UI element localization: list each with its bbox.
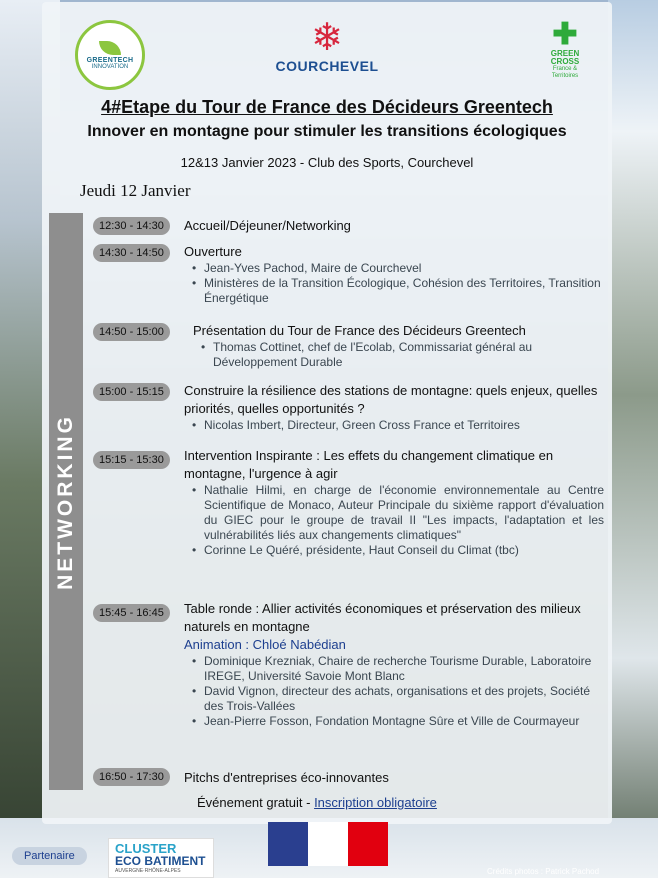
speaker-item: • Jean-Yves Pachod, Maire de Courchevel	[184, 261, 604, 276]
speaker-item: • Jean-Pierre Fosson, Fondation Montagne Sûre et Ville de Courmayeur	[184, 714, 604, 729]
day-heading: Jeudi 12 Janvier	[80, 181, 191, 200]
greentech-innovation-logo	[75, 20, 145, 90]
partner-badge: Partenaire	[12, 847, 87, 865]
agenda-item-block	[193, 322, 603, 370]
cross-icon: ✚	[552, 18, 578, 51]
time-badge: 16:50 - 17:30	[93, 768, 170, 786]
time-badge: 15:45 - 16:45	[93, 604, 170, 622]
cluster-logo-line3: AUVERGNE·RHÔNE-ALPES	[115, 868, 181, 874]
speaker-list	[193, 340, 603, 370]
speaker-item: • Ministères de la Transition Écologique, Cohésion des Territoires, Transition Énergétique	[184, 276, 604, 306]
speaker-item: • Dominique Krezniak, Chaire de recherche Tourisme Durable, Laboratoire IREGE, Université Savoie Mont Blanc	[184, 654, 604, 684]
time-badge: 15:15 - 15:30	[93, 451, 170, 469]
courchevel-logo	[272, 18, 382, 74]
agenda-item-block	[184, 600, 604, 729]
cluster-logo-line2: ECO BATIMENT	[115, 854, 206, 868]
networking-label: NETWORKING	[54, 413, 78, 590]
free-event-text: Événement gratuit -	[197, 795, 315, 810]
cluster-logo-line1: CLUSTER	[115, 841, 177, 856]
leaf-icon	[99, 41, 121, 55]
time-badge: 14:50 - 15:00	[93, 323, 170, 341]
snowflake-icon: ❄	[311, 17, 343, 59]
registration-link[interactable]: Inscription obligatoire	[314, 795, 437, 810]
speaker-item: • Corinne Le Quéré, présidente, Haut Conseil du Climat (tbc)	[184, 543, 604, 558]
green-cross-line2: CROSS	[550, 57, 580, 66]
photo-credits: Crédits photos : Patrick Pachod	[487, 867, 600, 876]
networking-sidebar	[49, 213, 83, 790]
event-dateline: 12&13 Janvier 2023 - Club des Sports, Courchevel	[180, 155, 474, 170]
background-mountain-right	[608, 0, 658, 878]
agenda-item-title: Présentation du Tour de France des Décideurs Greentech	[193, 323, 526, 338]
republique-francaise-logo	[268, 822, 388, 866]
speaker-item: • David Vignon, directeur des achats, organisations et des projets, Société des Trois-Vallées	[184, 684, 604, 714]
agenda-item-title: Construire la résilience des stations de montagne: quels enjeux, quelles priorités, quelles opportunités ?	[184, 383, 598, 416]
flag-blue	[268, 822, 308, 866]
time-badge: 12:30 - 14:30	[93, 217, 170, 235]
agenda-item-title: Accueil/Déjeuner/Networking	[184, 218, 351, 233]
speaker-list	[184, 654, 604, 729]
page-subtitle: Innover en montagne pour stimuler les transitions écologiques	[87, 123, 567, 140]
green-cross-line4: Territoires	[551, 73, 579, 79]
agenda-item-title: Pitchs d'entreprises éco-innovantes	[184, 770, 389, 785]
speaker-item: • Thomas Cottinet, chef de l'Ecolab, Commissariat général au Développement Durable	[193, 340, 603, 370]
agenda-item-title: Table ronde : Allier activités économiques et préservation des milieux naturels en montagne	[184, 601, 581, 634]
flag-white	[308, 822, 348, 866]
greentech-logo-line2: INNOVATION	[91, 63, 129, 70]
agenda-item-block	[184, 447, 604, 558]
page-title: 4#Etape du Tour de France des Décideurs Greentech	[101, 97, 553, 117]
agenda-item-block	[184, 243, 604, 306]
speaker-list	[184, 418, 604, 433]
time-badge: 15:00 - 15:15	[93, 383, 170, 401]
agenda-item-title: Ouverture	[184, 244, 242, 259]
cluster-eco-batiment-logo	[108, 838, 214, 878]
flag-red	[348, 822, 388, 866]
green-cross-line1: GREEN	[550, 49, 580, 58]
animation-label: Animation : Chloé Nabédian	[184, 637, 346, 652]
agenda-item-block	[184, 382, 604, 433]
greentech-logo-line1: GREENTECH	[86, 56, 134, 64]
registration-note	[197, 795, 437, 810]
green-cross-logo	[540, 20, 590, 80]
speaker-list	[184, 261, 604, 306]
speaker-list	[184, 483, 604, 558]
time-badge: 14:30 - 14:50	[93, 244, 170, 262]
speaker-item: • Nathalie Hilmi, en charge de l'économie environnementale au Centre Scientifique de Monaco, Auteur Principale du sixième rapport d'évaluation du GIEC pour le groupe de travail II "Les impacts, l'adaptation et les vulnérabilités liés aux changements climatiques"	[184, 483, 604, 543]
courchevel-logo-text: COURCHEVEL	[275, 58, 379, 74]
speaker-item: • Nicolas Imbert, Directeur, Green Cross France et Territoires	[184, 418, 604, 433]
green-cross-line3: France &	[552, 66, 578, 72]
agenda-item-title: Intervention Inspirante : Les effets du changement climatique en montagne, l'urgence à agir	[184, 448, 554, 481]
